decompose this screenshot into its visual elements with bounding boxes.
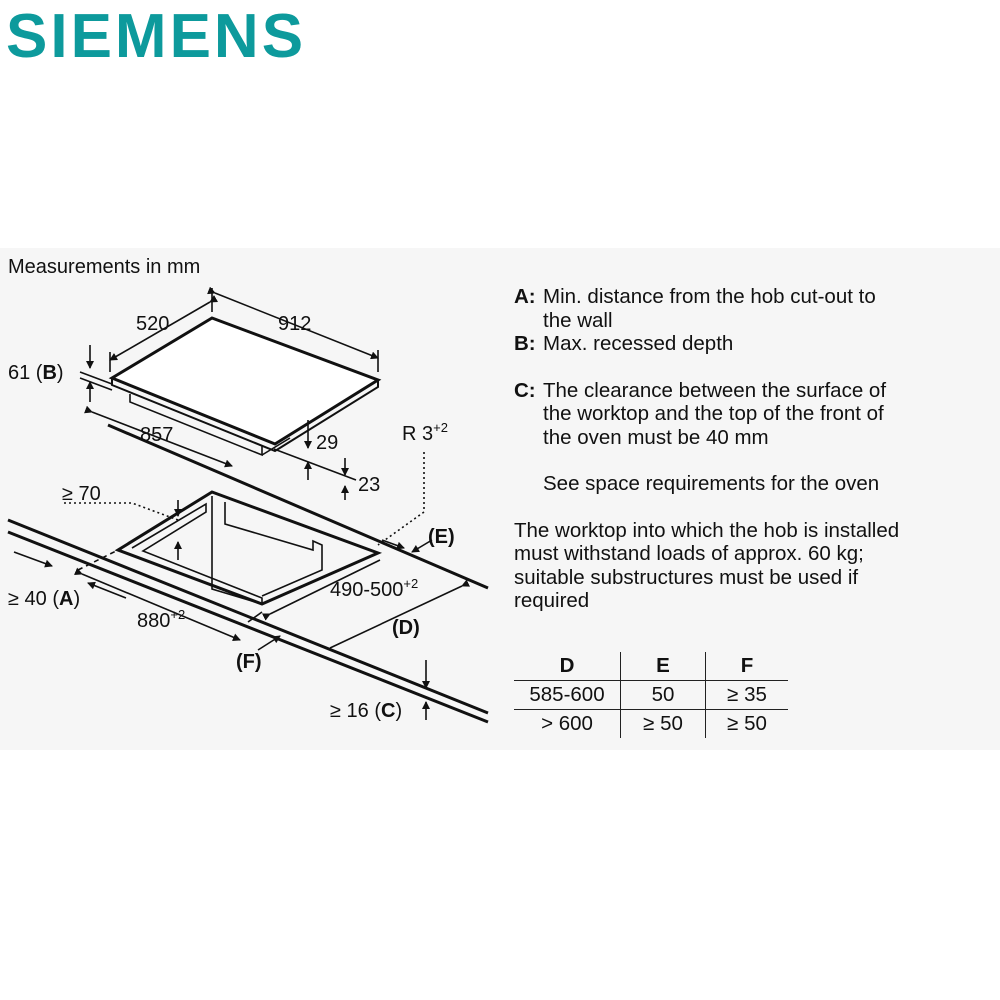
min-70-label: ≥ 70: [62, 483, 101, 505]
table-cell: ≥ 35: [706, 681, 789, 710]
notes-block: [514, 285, 994, 613]
note-c: C: The clearance between the surface of the worktop and the top of the front of the oven must be 40 mm: [514, 378, 887, 449]
oven-note: See space requirements for the oven: [543, 472, 880, 495]
note-a-key: A:: [514, 285, 536, 308]
table-row: [514, 681, 788, 710]
radius-label: R $3^{+2}$: [402, 420, 448, 445]
table-cell: > 600: [514, 710, 621, 739]
dim-29: 29: [316, 432, 339, 454]
table-header-row: [514, 652, 788, 681]
table-cell: ≥ 50: [706, 710, 789, 739]
table-cell: 50: [621, 681, 706, 710]
dim-40a: ≥ 40 (A): [8, 588, 81, 610]
dim-23: 23: [358, 474, 381, 496]
dim-520: 520: [136, 313, 170, 335]
dim-61b: 61 (B): [8, 362, 64, 384]
worktop-back-edge: [108, 425, 488, 588]
worktop-note: The worktop into which the hob is installed must withstand loads of approx. 60 kg; suitable substructures must be used if required: [514, 518, 900, 612]
table-cell: 585-600: [514, 681, 621, 710]
dim-880: $880^{+2}$: [137, 607, 186, 632]
note-b: B: Max. recessed depth: [514, 332, 734, 355]
label-e: (E): [428, 526, 455, 548]
clearance-table: [514, 652, 788, 738]
table-header: E: [621, 652, 706, 681]
dim-912: 912: [278, 313, 312, 335]
table-row: [514, 710, 788, 739]
label-d: (D): [392, 617, 420, 639]
dim-490-500: $490-500^{+2}$: [330, 576, 419, 601]
note-a: A: Min. distance from the hob cut-out to the wall: [514, 285, 876, 332]
label-f: (F): [236, 651, 262, 673]
siemens-logo: SIEMENS: [6, 2, 307, 71]
units-label: Measurements in mm: [8, 256, 201, 278]
table-cell: ≥ 50: [621, 710, 706, 739]
table-header: F: [706, 652, 789, 681]
table-header: D: [559, 654, 575, 677]
dim-16c: ≥ 16 (C): [330, 700, 403, 722]
note-b-key: B:: [514, 332, 536, 355]
dim-857: 857: [140, 424, 174, 446]
note-c-key: C:: [514, 378, 536, 402]
